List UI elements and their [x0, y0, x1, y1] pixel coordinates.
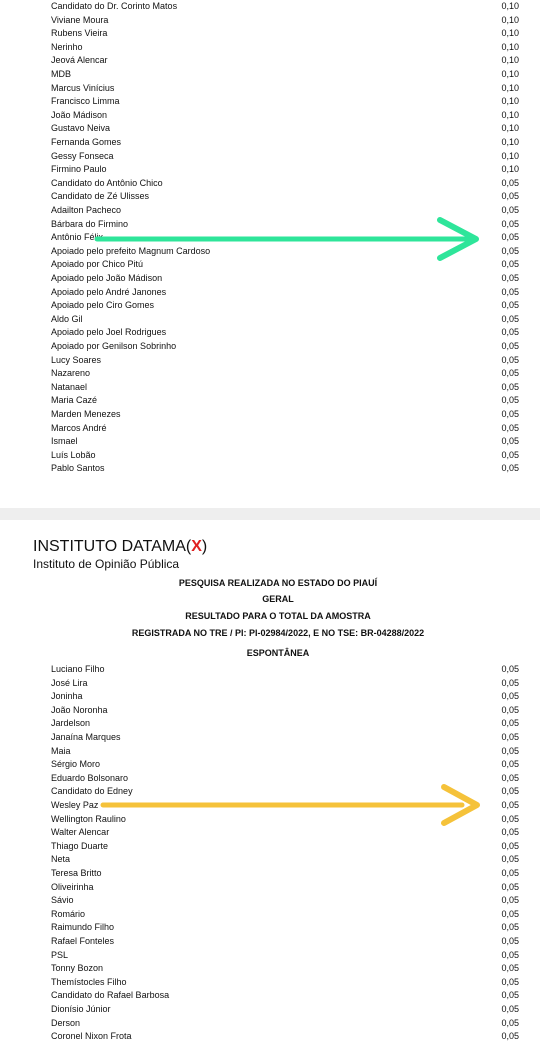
candidate-name: Sávio	[51, 895, 74, 906]
candidate-name: Lucy Soares	[51, 354, 102, 365]
table-row	[0, 826, 540, 840]
logo-x-mark: X	[191, 538, 202, 555]
table-row	[0, 422, 540, 436]
candidate-name: Romário	[51, 908, 86, 919]
candidate-name: Candidato do Dr. Corinto Matos	[51, 1, 178, 11]
percentage-value: 0,05	[501, 745, 519, 756]
logo-subtitle: Instituto de Opinião Pública	[33, 557, 180, 571]
table-row	[0, 258, 540, 272]
percentage-value: 0,05	[501, 677, 519, 688]
logo-title: INSTITUTO DATAMA(	[33, 538, 192, 555]
candidate-name: José Lira	[51, 677, 88, 688]
candidate-name: Candidato do Rafael Barbosa	[51, 990, 170, 1001]
percentage-value: 0,05	[501, 840, 519, 851]
percentage-value: 0,05	[501, 300, 519, 311]
percentage-value: 0,05	[501, 704, 519, 715]
table-row	[0, 894, 540, 908]
table-row	[0, 190, 540, 204]
candidate-name: Ismael	[51, 436, 78, 447]
percentage-value: 0,05	[501, 1004, 519, 1014]
candidate-name: PSL	[51, 949, 69, 960]
candidate-name: Luís Lobão	[51, 449, 96, 460]
table-row	[0, 853, 540, 867]
percentage-value: 0,05	[501, 463, 519, 474]
table-row	[0, 745, 540, 759]
candidate-name: Tonny Bozon	[51, 963, 104, 974]
percentage-value: 0,05	[501, 409, 519, 419]
percentage-value: 0,05	[501, 732, 519, 742]
candidate-name: Apoiado pelo prefeito Magnum Cardoso	[51, 245, 211, 256]
table-row	[0, 935, 540, 949]
survey-header-line-4: REGISTRADA NO TRE / PI: PI-02984/2022, E NO TSE: BR-04288/2022	[131, 628, 425, 638]
table-row	[0, 82, 540, 96]
table-row	[0, 881, 540, 895]
percentage-value: 0,05	[501, 976, 519, 987]
table-row	[0, 867, 540, 881]
candidate-name: João Noronha	[51, 704, 108, 715]
percentage-value: 0,10	[501, 137, 519, 147]
table-row	[0, 663, 540, 677]
candidate-name: Pablo Santos	[51, 463, 105, 474]
candidate-name: Candidato do Edney	[51, 786, 133, 797]
candidate-name: Rubens Vieira	[51, 28, 108, 39]
percentage-value: 0,10	[501, 14, 519, 25]
table-row	[0, 962, 540, 976]
percentage-value: 0,05	[501, 245, 519, 256]
percentage-value: 0,10	[501, 123, 519, 134]
candidate-name: Thiago Duarte	[51, 840, 109, 851]
table-row	[0, 163, 540, 177]
candidate-name: João Mádison	[51, 109, 108, 120]
page-separator	[0, 508, 540, 520]
candidate-name: Apoiado pelo André Janones	[51, 286, 167, 297]
percentage-value: 0,05	[501, 354, 519, 365]
percentage-value: 0,05	[501, 691, 519, 702]
table-row	[0, 313, 540, 327]
table-row	[0, 54, 540, 68]
percentage-value: 0,05	[501, 341, 519, 351]
candidate-name: Nazareno	[51, 368, 91, 379]
candidate-name: Teresa Britto	[51, 868, 102, 878]
table-row	[0, 813, 540, 827]
percentage-value: 0,05	[501, 718, 519, 729]
candidate-name: Antônio Félix	[51, 232, 104, 243]
candidate-name: Candidato do Antônio Chico	[51, 177, 163, 188]
candidate-name: Gessy Fonseca	[51, 150, 114, 161]
candidate-name: Maria Cazé	[51, 395, 98, 406]
table-row	[0, 462, 540, 476]
candidate-name: Rafael Fonteles	[51, 936, 115, 946]
percentage-value: 0,05	[501, 273, 519, 283]
candidate-name: Neta	[51, 854, 71, 865]
table-row	[0, 1017, 540, 1031]
percentage-value: 0,05	[501, 881, 519, 892]
candidate-name: Themístocles Filho	[51, 976, 127, 987]
table-row	[0, 717, 540, 731]
candidate-name: Apoiado pelo João Mádison	[51, 273, 163, 283]
table-row	[0, 299, 540, 313]
logo-close-paren: )	[201, 538, 208, 555]
candidate-name: Jardelson	[51, 718, 91, 729]
percentage-value: 0,05	[501, 854, 519, 865]
table-row	[0, 799, 540, 813]
candidate-name: Marden Menezes	[51, 409, 121, 419]
table-row	[0, 908, 540, 922]
table-row	[0, 245, 540, 259]
survey-header-line-5: ESPONTÂNEA	[246, 648, 310, 658]
percentage-value: 0,05	[501, 936, 519, 946]
percentage-value: 0,05	[501, 772, 519, 783]
table-row	[0, 204, 540, 218]
percentage-value: 0,05	[501, 449, 519, 460]
table-row	[0, 758, 540, 772]
table-row	[0, 704, 540, 718]
percentage-value: 0,05	[501, 381, 519, 392]
table-row	[0, 340, 540, 354]
table-row	[0, 394, 540, 408]
candidate-name: Jeová Alencar	[51, 55, 108, 66]
percentage-value: 0,05	[501, 963, 519, 974]
document-page-1	[0, 0, 540, 508]
candidate-name: Fernanda Gomes	[51, 137, 122, 147]
percentage-value: 0,05	[501, 786, 519, 797]
percentage-value: 0,05	[501, 759, 519, 770]
candidate-name: Janaína Marques	[51, 732, 121, 742]
percentage-value: 0,05	[501, 259, 519, 270]
candidate-name: Raimundo Filho	[51, 922, 115, 933]
candidate-name: Bárbara do Firmino	[51, 218, 129, 229]
percentage-value: 0,05	[501, 422, 519, 433]
table-row	[0, 381, 540, 395]
percentage-value: 0,10	[501, 1, 519, 11]
table-row	[0, 1030, 540, 1044]
percentage-value: 0,05	[501, 368, 519, 379]
table-row	[0, 177, 540, 191]
table-row	[0, 1003, 540, 1017]
percentage-value: 0,05	[501, 800, 519, 810]
percentage-value: 0,05	[501, 827, 519, 838]
table-row	[0, 68, 540, 82]
table-row	[0, 326, 540, 340]
table-row	[0, 976, 540, 990]
candidate-name: Natanael	[51, 381, 88, 392]
table-row	[0, 772, 540, 786]
percentage-value: 0,05	[501, 395, 519, 406]
table-row	[0, 677, 540, 691]
percentage-value: 0,05	[501, 286, 519, 297]
percentage-value: 0,05	[501, 313, 519, 324]
candidate-name: Francisco Limma	[51, 96, 120, 107]
candidate-name: Adailton Pacheco	[51, 205, 122, 215]
survey-header-line-2: GERAL	[262, 594, 294, 604]
table-row	[0, 949, 540, 963]
percentage-value: 0,05	[501, 436, 519, 447]
logo	[33, 538, 207, 556]
table-row	[0, 41, 540, 55]
candidate-name: Apoiado pelo Joel Rodrigues	[51, 327, 167, 338]
candidate-name: Aldo Gil	[51, 313, 83, 324]
table-row	[0, 14, 540, 28]
percentage-value: 0,05	[501, 218, 519, 229]
document-page-2	[0, 520, 540, 1044]
percentage-value: 0,05	[501, 895, 519, 906]
candidate-name: Joninha	[51, 691, 83, 702]
candidate-name: Eduardo Bolsonaro	[51, 772, 129, 783]
candidate-name: Apoiado pelo Ciro Gomes	[51, 300, 155, 311]
table-row	[0, 272, 540, 286]
table-row	[0, 354, 540, 368]
survey-header-line-3: RESULTADO PARA O TOTAL DA AMOSTRA	[185, 611, 371, 621]
candidate-name: Coronel Nixon Frota	[51, 1031, 132, 1042]
candidate-name: Apoiado por Genilson Sobrinho	[51, 341, 177, 351]
candidate-name: Nerinho	[51, 41, 83, 52]
table-row	[0, 286, 540, 300]
percentage-value: 0,10	[501, 96, 519, 107]
percentage-value: 0,05	[501, 664, 519, 674]
table-row	[0, 785, 540, 799]
candidate-name: Luciano Filho	[51, 664, 105, 674]
table-row	[0, 840, 540, 854]
candidate-name: Candidato de Zé Ulisses	[51, 191, 150, 202]
percentage-value: 0,05	[501, 990, 519, 1001]
candidate-name: Marcos André	[51, 422, 107, 433]
percentage-value: 0,05	[501, 327, 519, 338]
table-row	[0, 731, 540, 745]
percentage-value: 0,10	[501, 55, 519, 66]
candidate-name: Sérgio Moro	[51, 759, 101, 770]
percentage-value: 0,10	[501, 82, 519, 93]
percentage-value: 0,05	[501, 908, 519, 919]
table-row	[0, 122, 540, 136]
candidate-name: Walter Alencar	[51, 827, 110, 838]
table-row	[0, 690, 540, 704]
survey-header-line-1: PESQUISA REALIZADA NO ESTADO DO PIAUÍ	[178, 578, 378, 588]
table-row	[0, 109, 540, 123]
candidate-name: Derson	[51, 1017, 81, 1028]
table-row	[0, 449, 540, 463]
table-row	[0, 136, 540, 150]
percentage-value: 0,10	[501, 150, 519, 161]
percentage-value: 0,10	[501, 69, 519, 79]
percentage-value: 0,10	[501, 28, 519, 39]
percentage-value: 0,05	[501, 177, 519, 188]
candidate-name: Oliveirinha	[51, 881, 94, 892]
percentage-value: 0,05	[501, 949, 519, 960]
percentage-value: 0,05	[501, 813, 519, 824]
table-row	[0, 989, 540, 1003]
candidate-name: MDB	[51, 69, 71, 79]
percentage-value: 0,05	[501, 191, 519, 202]
percentage-value: 0,05	[501, 205, 519, 215]
table-row	[0, 367, 540, 381]
table-row	[0, 95, 540, 109]
candidate-name: Firmino Paulo	[51, 164, 107, 175]
table-row	[0, 408, 540, 422]
percentage-value: 0,10	[501, 109, 519, 120]
candidate-name: Dionísio Júnior	[51, 1004, 111, 1014]
candidate-name: Gustavo Neiva	[51, 123, 111, 134]
table-row	[0, 27, 540, 41]
candidate-name: Wellington Raulino	[51, 813, 126, 824]
percentage-value: 0,05	[501, 232, 519, 243]
candidate-name: Viviane Moura	[51, 14, 109, 25]
table-row	[0, 218, 540, 232]
percentage-value: 0,10	[501, 41, 519, 52]
candidate-name: Marcus Vinícius	[51, 82, 115, 93]
candidate-name: Maia	[51, 745, 71, 756]
percentage-value: 0,05	[501, 922, 519, 933]
table-row	[0, 231, 540, 245]
table-row	[0, 435, 540, 449]
table-row	[0, 0, 540, 14]
percentage-value: 0,10	[501, 164, 519, 175]
table-row	[0, 150, 540, 164]
percentage-value: 0,05	[501, 1017, 519, 1028]
percentage-value: 0,05	[501, 1031, 519, 1042]
percentage-value: 0,05	[501, 868, 519, 878]
candidate-name: Apoiado por Chico Pitú	[51, 259, 144, 270]
table-row	[0, 921, 540, 935]
candidate-name: Wesley Paz	[51, 800, 99, 810]
